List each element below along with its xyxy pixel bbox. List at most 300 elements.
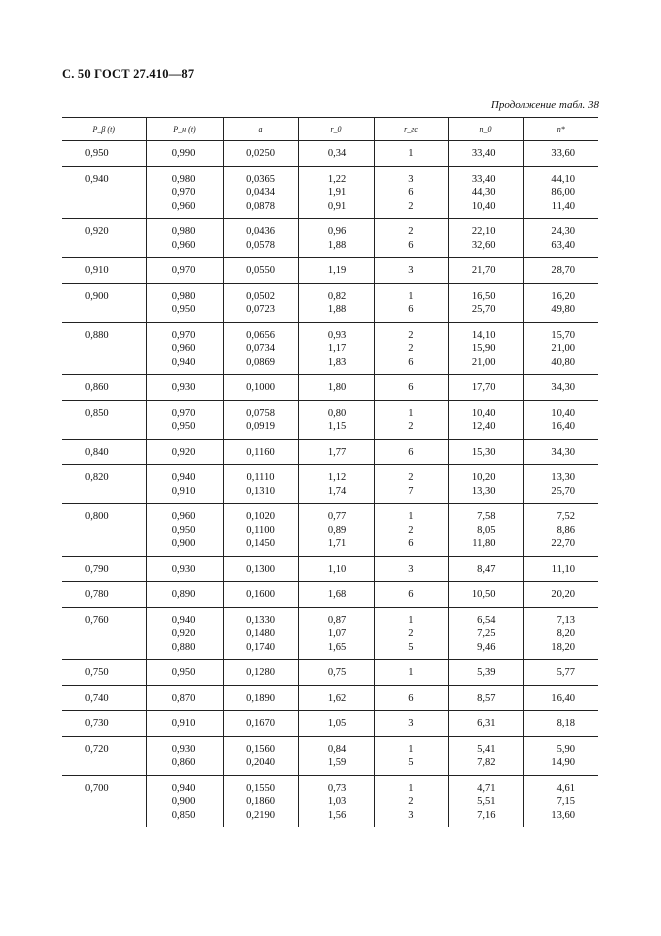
cell-value: 5,39 xyxy=(477,667,496,678)
cell-value: 8,20 xyxy=(556,628,575,639)
cell-value: 0,760 xyxy=(84,614,109,626)
cell-r0 xyxy=(298,400,374,439)
cell-value: 1 xyxy=(408,743,414,755)
cell-rgs xyxy=(374,504,448,557)
cell-value: 21,70 xyxy=(471,265,496,276)
cell-value: 7,25 xyxy=(477,628,496,639)
table-row xyxy=(62,283,598,322)
table-row xyxy=(62,685,598,711)
cell-value: 0,790 xyxy=(84,563,109,575)
cell-value: 14,10 xyxy=(471,329,496,341)
cell-rgs xyxy=(374,711,448,737)
cell-value: 12,40 xyxy=(471,421,496,432)
cell-pb xyxy=(62,660,146,686)
cell-rgs xyxy=(374,775,448,827)
cell-value: 1,91 xyxy=(327,187,347,198)
cell-value: 1,65 xyxy=(327,641,347,653)
cell-value: 0,940 xyxy=(171,472,196,483)
cell-value: 0,0919 xyxy=(246,421,275,432)
table-row xyxy=(62,375,598,401)
cell-pn xyxy=(146,685,223,711)
cell-value: 24,30 xyxy=(551,226,575,237)
cell-value: 0,930 xyxy=(171,743,196,755)
cell-a xyxy=(223,711,298,737)
cell-pb xyxy=(62,556,146,582)
cell-nstar xyxy=(523,556,598,582)
cell-r0 xyxy=(298,258,374,284)
cell-value: 6 xyxy=(408,356,414,368)
cell-value: 0,0365 xyxy=(246,173,275,185)
table-row xyxy=(62,400,598,439)
cell-nstar xyxy=(523,685,598,711)
cell-value: 6 xyxy=(408,446,414,458)
cell-a xyxy=(223,556,298,582)
cell-value: 0,980 xyxy=(171,290,196,302)
cell-pb xyxy=(62,504,146,557)
table-row xyxy=(62,465,598,504)
cell-value: 10,40 xyxy=(471,200,496,212)
cell-n0 xyxy=(448,660,523,686)
cell-value: 0,1310 xyxy=(246,485,275,497)
cell-value: 7,58 xyxy=(477,511,496,522)
cell-value: 3 xyxy=(408,809,414,821)
cell-pn xyxy=(146,166,223,219)
cell-value: 0,0578 xyxy=(246,239,275,251)
cell-value: 0,970 xyxy=(171,407,196,419)
cell-value: 0,880 xyxy=(84,329,109,341)
cell-n0 xyxy=(448,219,523,258)
cell-value: 0,890 xyxy=(171,589,196,600)
cell-value: 2 xyxy=(408,421,414,432)
cell-rgs xyxy=(374,166,448,219)
cell-value: 0,73 xyxy=(327,782,347,794)
cell-value: 33,40 xyxy=(471,148,496,159)
cell-value: 1,22 xyxy=(327,173,347,185)
cell-rgs xyxy=(374,400,448,439)
cell-value: 1,19 xyxy=(327,265,347,276)
cell-value: 0,1740 xyxy=(246,641,275,653)
cell-r0 xyxy=(298,283,374,322)
page-header: С. 50 ГОСТ 27.410—87 xyxy=(62,67,195,81)
table-row xyxy=(62,504,598,557)
cell-value: 5,90 xyxy=(556,743,575,755)
cell-value: 0,1600 xyxy=(246,589,275,600)
cell-value: 5,51 xyxy=(477,796,496,807)
cell-value: 0,0656 xyxy=(246,329,275,341)
cell-a xyxy=(223,607,298,660)
cell-pb xyxy=(62,582,146,608)
cell-rgs xyxy=(374,685,448,711)
cell-value: 1 xyxy=(408,782,414,794)
cell-value: 33,40 xyxy=(471,173,496,185)
cell-pb xyxy=(62,375,146,401)
cell-value: 11,10 xyxy=(551,563,575,575)
cell-value: 0,0250 xyxy=(246,148,275,159)
cell-value: 25,70 xyxy=(551,485,575,497)
cell-value: 0,82 xyxy=(327,290,347,302)
cell-value: 0,930 xyxy=(171,563,196,575)
cell-value: 0,850 xyxy=(171,809,196,821)
cell-value: 0,950 xyxy=(171,304,196,315)
cell-n0 xyxy=(448,166,523,219)
cell-nstar xyxy=(523,775,598,827)
cell-r0 xyxy=(298,465,374,504)
cell-r0 xyxy=(298,504,374,557)
cell-r0 xyxy=(298,711,374,737)
cell-nstar xyxy=(523,607,598,660)
cell-a xyxy=(223,775,298,827)
cell-value: 6 xyxy=(408,538,414,549)
cell-value: 3 xyxy=(408,718,414,729)
cell-value: 0,940 xyxy=(171,356,196,368)
cell-value: 3 xyxy=(408,563,414,575)
cell-value: 0,980 xyxy=(171,226,196,237)
cell-value: 1,05 xyxy=(327,718,347,729)
cell-value: 44,10 xyxy=(551,173,575,185)
table-body xyxy=(62,141,598,828)
cell-value: 0,1280 xyxy=(246,667,275,678)
cell-value: 1,56 xyxy=(327,809,347,821)
cell-value: 0,880 xyxy=(171,641,196,653)
cell-pn xyxy=(146,322,223,375)
cell-value: 0,0734 xyxy=(246,343,275,354)
cell-value: 1,10 xyxy=(327,563,347,575)
cell-value: 1,88 xyxy=(327,304,347,315)
cell-pn xyxy=(146,375,223,401)
cell-a xyxy=(223,322,298,375)
cell-value: 11,80 xyxy=(472,538,496,549)
table-row xyxy=(62,660,598,686)
cell-pb xyxy=(62,465,146,504)
cell-value: 1,83 xyxy=(327,356,347,368)
cell-value: 21,00 xyxy=(471,356,496,368)
cell-value: 5,77 xyxy=(556,667,575,678)
header-row xyxy=(62,118,598,141)
cell-n0 xyxy=(448,375,523,401)
table-row xyxy=(62,258,598,284)
cell-a xyxy=(223,166,298,219)
cell-value: 0,800 xyxy=(84,511,109,522)
cell-value: 5 xyxy=(408,641,414,653)
cell-value: 3 xyxy=(408,265,414,276)
cell-value: 33,60 xyxy=(551,148,575,159)
cell-value: 0,960 xyxy=(171,511,196,522)
cell-value: 0,1020 xyxy=(246,511,275,522)
cell-value: 16,40 xyxy=(551,692,575,704)
cell-n0 xyxy=(448,775,523,827)
cell-value: 0,980 xyxy=(171,173,196,185)
cell-rgs xyxy=(374,439,448,465)
cell-value: 7,15 xyxy=(556,796,575,807)
cell-value: 0,84 xyxy=(327,743,347,755)
cell-value: 18,20 xyxy=(551,641,575,653)
cell-value: 1 xyxy=(408,614,414,626)
cell-value: 0,75 xyxy=(327,667,347,678)
cell-value: 1 xyxy=(408,511,414,522)
cell-pb xyxy=(62,607,146,660)
cell-value: 0,1560 xyxy=(246,743,275,755)
cell-value: 8,47 xyxy=(477,563,496,575)
table-row xyxy=(62,556,598,582)
cell-value: 6 xyxy=(408,239,414,251)
cell-r0 xyxy=(298,556,374,582)
column-header-nstar: n* xyxy=(523,118,598,141)
cell-pn xyxy=(146,504,223,557)
cell-nstar xyxy=(523,375,598,401)
cell-rgs xyxy=(374,660,448,686)
cell-value: 0,0434 xyxy=(246,187,275,198)
cell-rgs xyxy=(374,556,448,582)
cell-nstar xyxy=(523,736,598,775)
cell-value: 0,91 xyxy=(327,200,347,212)
cell-value: 0,950 xyxy=(84,148,109,159)
cell-nstar xyxy=(523,141,598,167)
cell-pn xyxy=(146,607,223,660)
cell-rgs xyxy=(374,582,448,608)
cell-value: 1,59 xyxy=(327,757,347,768)
cell-value: 0,2190 xyxy=(246,809,275,821)
cell-value: 7,82 xyxy=(477,757,496,768)
cell-value: 1,12 xyxy=(327,472,347,483)
cell-value: 1,71 xyxy=(327,538,347,549)
cell-n0 xyxy=(448,607,523,660)
cell-value: 2 xyxy=(408,472,414,483)
cell-value: 0,1860 xyxy=(246,796,275,807)
cell-n0 xyxy=(448,556,523,582)
cell-value: 0,940 xyxy=(84,173,109,185)
cell-value: 0,750 xyxy=(84,667,109,678)
table-row xyxy=(62,439,598,465)
cell-value: 2 xyxy=(408,329,414,341)
cell-value: 0,0550 xyxy=(246,265,275,276)
cell-a xyxy=(223,504,298,557)
table-row xyxy=(62,736,598,775)
cell-value: 10,50 xyxy=(471,589,496,600)
cell-pn xyxy=(146,283,223,322)
table-row xyxy=(62,322,598,375)
cell-value: 1,68 xyxy=(327,589,347,600)
cell-value: 1,15 xyxy=(327,421,347,432)
cell-value: 0,950 xyxy=(171,667,196,678)
cell-r0 xyxy=(298,775,374,827)
cell-a xyxy=(223,439,298,465)
cell-value: 2 xyxy=(408,226,414,237)
cell-rgs xyxy=(374,322,448,375)
cell-rgs xyxy=(374,219,448,258)
cell-value: 0,1160 xyxy=(246,446,275,458)
cell-value: 13,30 xyxy=(471,485,496,497)
table-row xyxy=(62,775,598,827)
cell-pb xyxy=(62,736,146,775)
cell-pn xyxy=(146,465,223,504)
cell-value: 2 xyxy=(408,200,414,212)
cell-n0 xyxy=(448,258,523,284)
cell-a xyxy=(223,736,298,775)
cell-nstar xyxy=(523,283,598,322)
cell-n0 xyxy=(448,582,523,608)
cell-r0 xyxy=(298,322,374,375)
cell-value: 0,1100 xyxy=(246,524,275,536)
cell-rgs xyxy=(374,607,448,660)
cell-pb xyxy=(62,258,146,284)
cell-n0 xyxy=(448,465,523,504)
cell-r0 xyxy=(298,607,374,660)
cell-value: 2 xyxy=(408,343,414,354)
cell-value: 0,950 xyxy=(171,421,196,432)
cell-value: 1,07 xyxy=(327,628,347,639)
cell-pb xyxy=(62,322,146,375)
cell-value: 0,860 xyxy=(171,757,196,768)
cell-value: 44,30 xyxy=(471,187,496,198)
cell-a xyxy=(223,219,298,258)
table-row xyxy=(62,582,598,608)
cell-value: 0,77 xyxy=(327,511,347,522)
cell-value: 0,730 xyxy=(84,718,109,729)
cell-value: 1 xyxy=(408,667,414,678)
cell-a xyxy=(223,685,298,711)
cell-nstar xyxy=(523,711,598,737)
table-continuation-label: Продолжение табл. 38 xyxy=(490,99,599,111)
cell-value: 25,70 xyxy=(471,304,496,315)
cell-value: 0,900 xyxy=(84,290,109,302)
table-row xyxy=(62,219,598,258)
cell-nstar xyxy=(523,582,598,608)
cell-pn xyxy=(146,439,223,465)
cell-value: 49,80 xyxy=(551,304,575,315)
cell-nstar xyxy=(523,219,598,258)
cell-value: 0,89 xyxy=(327,524,347,536)
cell-value: 16,50 xyxy=(471,290,496,302)
column-header-n0: n_0 xyxy=(448,118,523,141)
cell-value: 0,970 xyxy=(171,329,196,341)
cell-r0 xyxy=(298,685,374,711)
cell-nstar xyxy=(523,660,598,686)
cell-value: 0,96 xyxy=(327,226,347,237)
cell-value: 1,74 xyxy=(327,485,347,497)
cell-r0 xyxy=(298,375,374,401)
cell-value: 0,940 xyxy=(171,782,196,794)
cell-rgs xyxy=(374,258,448,284)
cell-pb xyxy=(62,166,146,219)
column-header-r0: r_0 xyxy=(298,118,374,141)
table-header xyxy=(62,118,598,141)
cell-value: 1,80 xyxy=(327,382,347,393)
cell-value: 10,40 xyxy=(551,407,575,419)
table-row xyxy=(62,166,598,219)
cell-value: 10,20 xyxy=(471,472,496,483)
cell-value: 10,40 xyxy=(471,407,496,419)
data-table xyxy=(62,117,598,827)
cell-value: 15,90 xyxy=(471,343,496,354)
cell-value: 0,1000 xyxy=(246,382,275,393)
cell-pn xyxy=(146,556,223,582)
cell-a xyxy=(223,465,298,504)
cell-value: 7,16 xyxy=(477,809,496,821)
cell-value: 6,54 xyxy=(477,614,496,626)
cell-pn xyxy=(146,141,223,167)
cell-rgs xyxy=(374,283,448,322)
cell-n0 xyxy=(448,400,523,439)
cell-value: 5 xyxy=(408,757,414,768)
cell-value: 22,70 xyxy=(551,538,575,549)
cell-nstar xyxy=(523,166,598,219)
cell-value: 0,930 xyxy=(171,382,196,393)
cell-value: 63,40 xyxy=(551,239,575,251)
cell-pb xyxy=(62,711,146,737)
cell-value: 0,920 xyxy=(84,226,109,237)
cell-value: 0,970 xyxy=(171,187,196,198)
cell-r0 xyxy=(298,166,374,219)
cell-value: 8,86 xyxy=(556,524,575,536)
cell-value: 4,61 xyxy=(556,782,575,794)
cell-a xyxy=(223,375,298,401)
cell-a xyxy=(223,582,298,608)
cell-value: 15,30 xyxy=(471,446,496,458)
cell-pb xyxy=(62,141,146,167)
cell-value: 1 xyxy=(408,148,414,159)
cell-value: 1,17 xyxy=(327,343,347,354)
cell-value: 0,93 xyxy=(327,329,347,341)
cell-value: 0,740 xyxy=(84,692,109,704)
cell-value: 1,88 xyxy=(327,239,347,251)
cell-value: 1 xyxy=(408,407,414,419)
cell-pb xyxy=(62,400,146,439)
cell-r0 xyxy=(298,582,374,608)
cell-value: 40,80 xyxy=(551,356,575,368)
cell-value: 9,46 xyxy=(477,641,496,653)
cell-value: 0,720 xyxy=(84,743,109,755)
table-row xyxy=(62,711,598,737)
cell-value: 8,57 xyxy=(477,692,496,704)
cell-value: 0,1550 xyxy=(246,782,275,794)
cell-n0 xyxy=(448,736,523,775)
cell-value: 0,910 xyxy=(171,485,196,497)
cell-value: 7,13 xyxy=(556,614,575,626)
cell-value: 0,0502 xyxy=(246,290,275,302)
cell-value: 0,780 xyxy=(84,589,109,600)
cell-pn xyxy=(146,711,223,737)
table-row xyxy=(62,607,598,660)
cell-a xyxy=(223,141,298,167)
cell-value: 22,10 xyxy=(471,226,496,237)
cell-pn xyxy=(146,219,223,258)
cell-value: 32,60 xyxy=(471,239,496,251)
cell-value: 1,03 xyxy=(327,796,347,807)
cell-value: 21,00 xyxy=(551,343,575,354)
cell-value: 0,0869 xyxy=(246,356,275,368)
cell-n0 xyxy=(448,504,523,557)
cell-value: 0,970 xyxy=(171,265,196,276)
cell-value: 7,52 xyxy=(556,511,575,522)
cell-a xyxy=(223,660,298,686)
cell-value: 6 xyxy=(408,187,414,198)
cell-value: 0,990 xyxy=(171,148,196,159)
cell-value: 2 xyxy=(408,524,414,536)
cell-value: 17,70 xyxy=(471,382,496,393)
cell-rgs xyxy=(374,375,448,401)
cell-r0 xyxy=(298,219,374,258)
cell-value: 7 xyxy=(408,485,414,497)
cell-value: 8,05 xyxy=(477,524,496,536)
cell-value: 0,920 xyxy=(171,446,196,458)
cell-value: 34,30 xyxy=(551,382,575,393)
cell-value: 11,40 xyxy=(551,200,575,212)
cell-a xyxy=(223,283,298,322)
cell-value: 0,900 xyxy=(171,538,196,549)
cell-value: 2 xyxy=(408,796,414,807)
cell-pb xyxy=(62,219,146,258)
cell-nstar xyxy=(523,465,598,504)
